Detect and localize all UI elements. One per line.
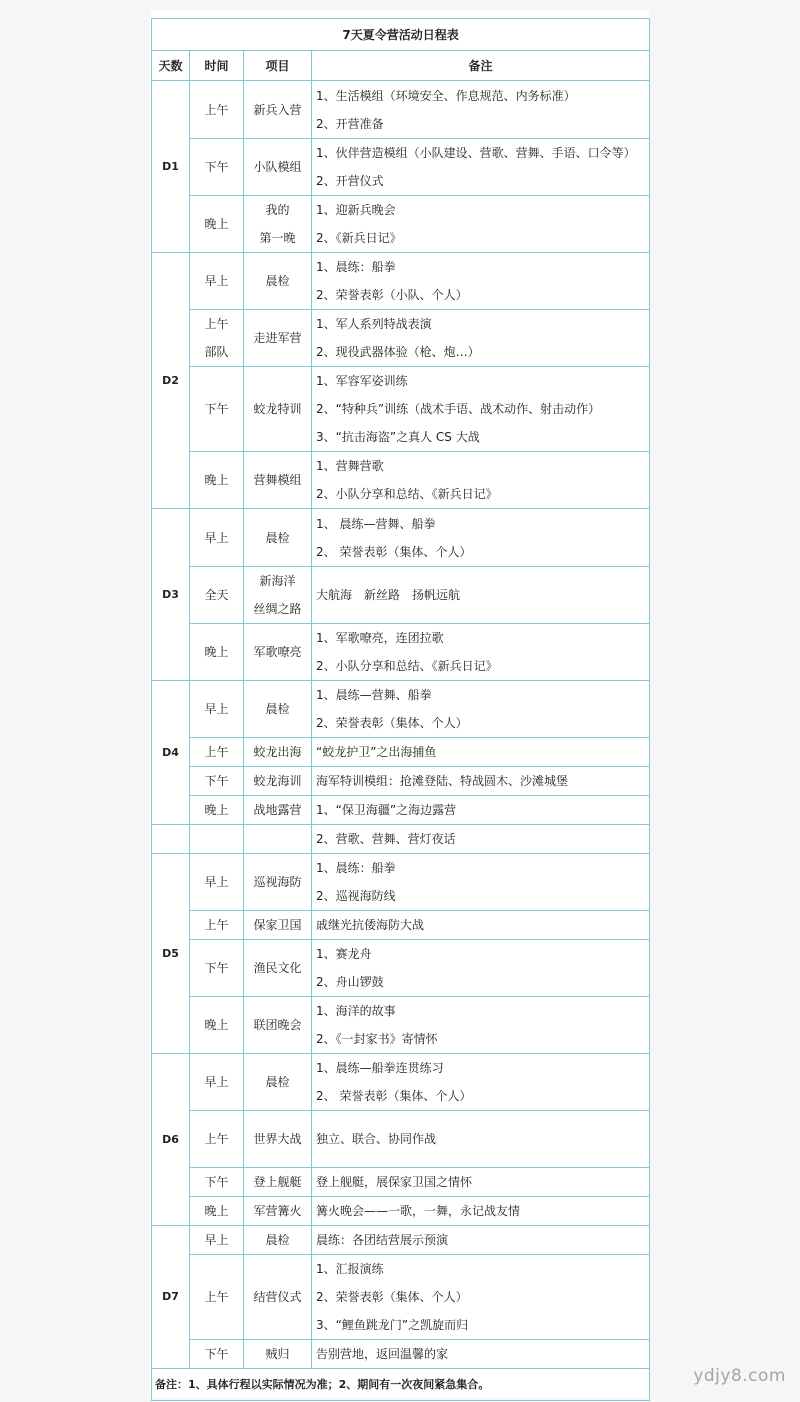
table-row (152, 196, 650, 253)
notes-cell (312, 624, 650, 681)
cell-line: 晨检 (265, 274, 290, 288)
cell-line: 2、荣誉表彰（集体、个人） (316, 1290, 468, 1304)
project-cell (244, 310, 312, 367)
cell-line: 1、军人系列特战表演 (316, 317, 432, 331)
cell-line: 世界大战 (253, 1132, 302, 1146)
cell-line: 结营仪式 (253, 1290, 302, 1304)
cell-line: 早上 (204, 1075, 229, 1089)
cell-line: 1、 晨练—营舞、船拳 (316, 516, 436, 531)
cell-line: 1、晨练—营舞、船拳 (316, 688, 432, 702)
notes-cell (312, 681, 650, 738)
cell-line: 2、小队分享和总结、《新兵日记》 (316, 659, 498, 673)
table-row (152, 1197, 650, 1226)
cell-line: 1、军容军姿训练 (316, 374, 408, 388)
table-row (152, 1255, 650, 1340)
cell-line: 走进军营 (253, 331, 302, 345)
cell-line: 晚上 (204, 1018, 229, 1032)
notes-cell (312, 796, 650, 825)
notes-cell (312, 1054, 650, 1111)
day-cell: D1 (152, 81, 190, 253)
project-cell (244, 139, 312, 196)
day-cell: D4 (152, 681, 190, 825)
time-cell (190, 624, 244, 681)
notes-cell (312, 367, 650, 452)
cell-line: 小队模组 (253, 160, 302, 174)
cell-line: 联团晚会 (253, 1018, 302, 1032)
table-row (152, 624, 650, 681)
cell-line: 营舞模组 (253, 473, 302, 487)
time-cell (190, 825, 244, 854)
cell-line: 蛟龙特训 (253, 402, 302, 416)
cell-line: 1、赛龙舟 (316, 947, 372, 961)
cell-line: 1、迎新兵晚会 (316, 203, 396, 217)
project-cell (244, 854, 312, 911)
notes-cell (312, 139, 650, 196)
notes-cell (312, 253, 650, 310)
cell-line: 登上舰艇，展保家卫国之情怀 (316, 1175, 473, 1189)
project-cell (244, 911, 312, 940)
table-title: 7天夏令营活动日程表 (152, 19, 650, 51)
cell-line: 下午 (204, 1175, 229, 1189)
table-row (152, 367, 650, 452)
cell-line: “蛟龙护卫”之出海捕鱼 (316, 745, 437, 759)
cell-line: 2、开营准备 (316, 116, 384, 131)
schedule-table (151, 18, 650, 1401)
project-cell (244, 1340, 312, 1369)
table-row (152, 1111, 650, 1168)
cell-line: 早上 (204, 274, 229, 288)
cell-line: 1、伙伴营造模组（小队建设、营歌、营舞、手语、口令等） (316, 146, 636, 160)
cell-line: 晨练：各团结营展示预演 (316, 1233, 449, 1247)
project-cell (244, 509, 312, 567)
cell-line: 上午 (204, 102, 229, 117)
table-row (152, 911, 650, 940)
cell-line: 篝火晚会——一歌，一舞，永记战友情 (316, 1204, 521, 1218)
cell-line: 蛟龙出海 (253, 745, 302, 759)
project-cell (244, 1255, 312, 1340)
cell-line: 早上 (204, 702, 229, 716)
table-row (152, 253, 650, 310)
project-cell (244, 367, 312, 452)
cell-line: 晚上 (204, 645, 229, 659)
notes-cell (312, 997, 650, 1054)
cell-line: 大航海 新丝路 扬帆远航 (316, 588, 461, 602)
project-cell (244, 1054, 312, 1111)
notes-cell (312, 738, 650, 767)
table-row (152, 1054, 650, 1111)
day-cell: D3 (152, 509, 190, 681)
table-row (152, 1226, 650, 1255)
cell-line: 下午 (204, 402, 229, 416)
time-cell (190, 1168, 244, 1197)
cell-line: 2、荣誉表彰（集体、个人） (316, 716, 468, 730)
cell-line: 2、 荣誉表彰（集体、个人） (316, 1089, 472, 1103)
cell-line: 早上 (204, 875, 229, 889)
cell-line: 1、营舞营歌 (316, 459, 384, 473)
cell-line: 1、军歌嘹亮，连团拉歌 (316, 631, 444, 645)
footer-note: 备注：1、具体行程以实际情况为准；2、期间有一次夜间紧急集合。 (152, 1369, 650, 1401)
footer-row (152, 1369, 650, 1401)
cell-line: 2、《一封家书》寄情怀 (316, 1032, 438, 1046)
time-cell (190, 940, 244, 997)
project-cell (244, 1168, 312, 1197)
cell-line: 蛟龙海训 (253, 774, 302, 788)
day-cell: D2 (152, 253, 190, 509)
cell-line: 登上舰艇 (253, 1175, 302, 1189)
project-cell (244, 624, 312, 681)
project-cell (244, 81, 312, 139)
header-notes: 备注 (312, 51, 650, 81)
cell-line: 2、开营仪式 (316, 174, 384, 188)
cell-line: 上午 (204, 918, 229, 932)
project-cell (244, 940, 312, 997)
cell-line: 戚继光抗倭海防大战 (316, 918, 425, 932)
table-row (152, 997, 650, 1054)
project-cell (244, 196, 312, 253)
project-cell (244, 1197, 312, 1226)
table-row (152, 1340, 650, 1369)
cell-line: 保家卫国 (253, 918, 302, 932)
table-row (152, 854, 650, 911)
project-cell (244, 738, 312, 767)
cell-line: 1、海洋的故事 (316, 1004, 396, 1018)
project-cell (244, 1111, 312, 1168)
project-cell (244, 767, 312, 796)
time-cell (190, 139, 244, 196)
watermark: ydjy8.com (693, 1366, 786, 1386)
notes-cell (312, 452, 650, 509)
cell-line: 晨检 (265, 530, 290, 545)
notes-cell (312, 1197, 650, 1226)
day-cell: D6 (152, 1054, 190, 1226)
cell-line: 2、巡视海防线 (316, 889, 396, 903)
cell-line: 上午 (204, 1132, 229, 1146)
cell-line: 晚上 (204, 473, 229, 487)
cell-line: 战地露营 (253, 803, 302, 817)
time-cell (190, 854, 244, 911)
table-row (152, 81, 650, 139)
notes-cell (312, 1255, 650, 1340)
project-cell (244, 796, 312, 825)
time-cell (190, 1197, 244, 1226)
time-cell (190, 509, 244, 567)
cell-line: 全天 (204, 588, 229, 602)
table-row (152, 509, 650, 567)
cell-line: 贼归 (265, 1347, 290, 1361)
cell-line: 早上 (204, 530, 229, 545)
table-row (152, 310, 650, 367)
day-cell: D7 (152, 1226, 190, 1369)
project-cell (244, 825, 312, 854)
cell-line: 晚上 (204, 803, 229, 817)
notes-cell (312, 940, 650, 997)
cell-line: 2、 荣誉表彰（集体、个人） (316, 544, 472, 559)
cell-line: 新海洋 (259, 574, 296, 588)
cell-line: 2、现役武器体验（枪、炮…） (316, 345, 480, 359)
notes-cell (312, 1226, 650, 1255)
table-row (152, 139, 650, 196)
time-cell (190, 253, 244, 310)
title-row (152, 19, 650, 51)
cell-line: 1、晨练：船拳 (316, 861, 396, 875)
cell-line: 2、荣誉表彰（小队、个人） (316, 288, 468, 302)
cell-line: 晨检 (265, 1233, 290, 1247)
notes-cell (312, 81, 650, 139)
table-row (152, 796, 650, 825)
notes-cell (312, 767, 650, 796)
time-cell (190, 452, 244, 509)
time-cell (190, 1226, 244, 1255)
cell-line: 2、营歌、营舞、营灯夜话 (316, 832, 456, 846)
cell-line: 上午 (204, 745, 229, 759)
cell-line: 巡视海防 (253, 875, 302, 889)
cell-line: 海军特训模组：抢滩登陆、特战圆木、沙滩城堡 (316, 774, 569, 788)
notes-cell (312, 509, 650, 567)
cell-line: 3、“鲤鱼跳龙门”之凯旋而归 (316, 1318, 469, 1332)
cell-line: 2、《新兵日记》 (316, 231, 402, 245)
header-project: 项目 (244, 51, 312, 81)
cell-line: 早上 (204, 1233, 229, 1247)
time-cell (190, 997, 244, 1054)
header-day: 天数 (152, 51, 190, 81)
project-cell (244, 997, 312, 1054)
cell-line: 2、舟山锣鼓 (316, 975, 384, 989)
time-cell (190, 681, 244, 738)
time-cell (190, 1340, 244, 1369)
cell-line: 下午 (204, 1347, 229, 1361)
cell-line: 2、小队分享和总结、《新兵日记》 (316, 487, 498, 501)
day-cell (152, 825, 190, 854)
cell-line: 我的 (265, 203, 290, 217)
project-cell (244, 253, 312, 310)
day-cell: D5 (152, 854, 190, 1054)
notes-cell (312, 196, 650, 253)
project-cell (244, 681, 312, 738)
time-cell (190, 767, 244, 796)
cell-line: 1、晨练：船拳 (316, 260, 396, 274)
cell-line: 2、“特种兵”训练（战术手语、战术动作、射击动作） (316, 402, 601, 416)
table-row (152, 738, 650, 767)
cell-line: 晨检 (265, 702, 290, 716)
cell-line: 下午 (204, 160, 229, 174)
notes-cell (312, 854, 650, 911)
table-row (152, 681, 650, 738)
time-cell (190, 738, 244, 767)
project-cell (244, 452, 312, 509)
project-cell (244, 1226, 312, 1255)
cell-line: 1、晨练—船拳连贯练习 (316, 1061, 444, 1075)
table-row (152, 825, 650, 854)
notes-cell (312, 911, 650, 940)
notes-cell (312, 1168, 650, 1197)
table-row (152, 1168, 650, 1197)
cell-line: 告别营地，返回温馨的家 (316, 1347, 449, 1361)
cell-line: 军营篝火 (253, 1204, 302, 1218)
table-row (152, 452, 650, 509)
header-time: 时间 (190, 51, 244, 81)
cell-line: 3、“抗击海盗”之真人 CS 大战 (316, 430, 480, 444)
cell-line: 晚上 (204, 1204, 229, 1218)
notes-cell (312, 1111, 650, 1168)
notes-cell (312, 310, 650, 367)
cell-line: 新兵入营 (253, 102, 302, 117)
notes-cell (312, 1340, 650, 1369)
project-cell (244, 567, 312, 624)
cell-line: 1、生活模组（环境安全、作息规范、内务标准） (316, 88, 576, 103)
cell-line: 晚上 (204, 217, 229, 231)
table-row (152, 767, 650, 796)
cell-line: 下午 (204, 774, 229, 788)
cell-line: 1、汇报演练 (316, 1262, 384, 1276)
cell-line: 上午 (204, 1290, 229, 1304)
cell-line: 晨检 (265, 1075, 290, 1089)
cell-line: 上午 (204, 317, 229, 331)
cell-line: 部队 (204, 345, 229, 359)
cell-line: 丝绸之路 (253, 602, 302, 616)
time-cell (190, 1255, 244, 1340)
time-cell (190, 1054, 244, 1111)
time-cell (190, 196, 244, 253)
cell-line: 军歌嘹亮 (253, 645, 302, 659)
cell-line: 第一晚 (259, 231, 296, 245)
table-row (152, 567, 650, 624)
notes-cell (312, 825, 650, 854)
header-row (152, 51, 650, 81)
notes-cell (312, 567, 650, 624)
time-cell (190, 367, 244, 452)
cell-line: 1、“保卫海疆”之海边露营 (316, 803, 457, 817)
time-cell (190, 310, 244, 367)
time-cell (190, 911, 244, 940)
time-cell (190, 1111, 244, 1168)
time-cell (190, 796, 244, 825)
time-cell (190, 81, 244, 139)
cell-line: 独立、联合、协同作战 (316, 1132, 437, 1146)
time-cell (190, 567, 244, 624)
table-row (152, 940, 650, 997)
cell-line: 下午 (204, 961, 229, 975)
cell-line: 渔民文化 (253, 961, 302, 975)
